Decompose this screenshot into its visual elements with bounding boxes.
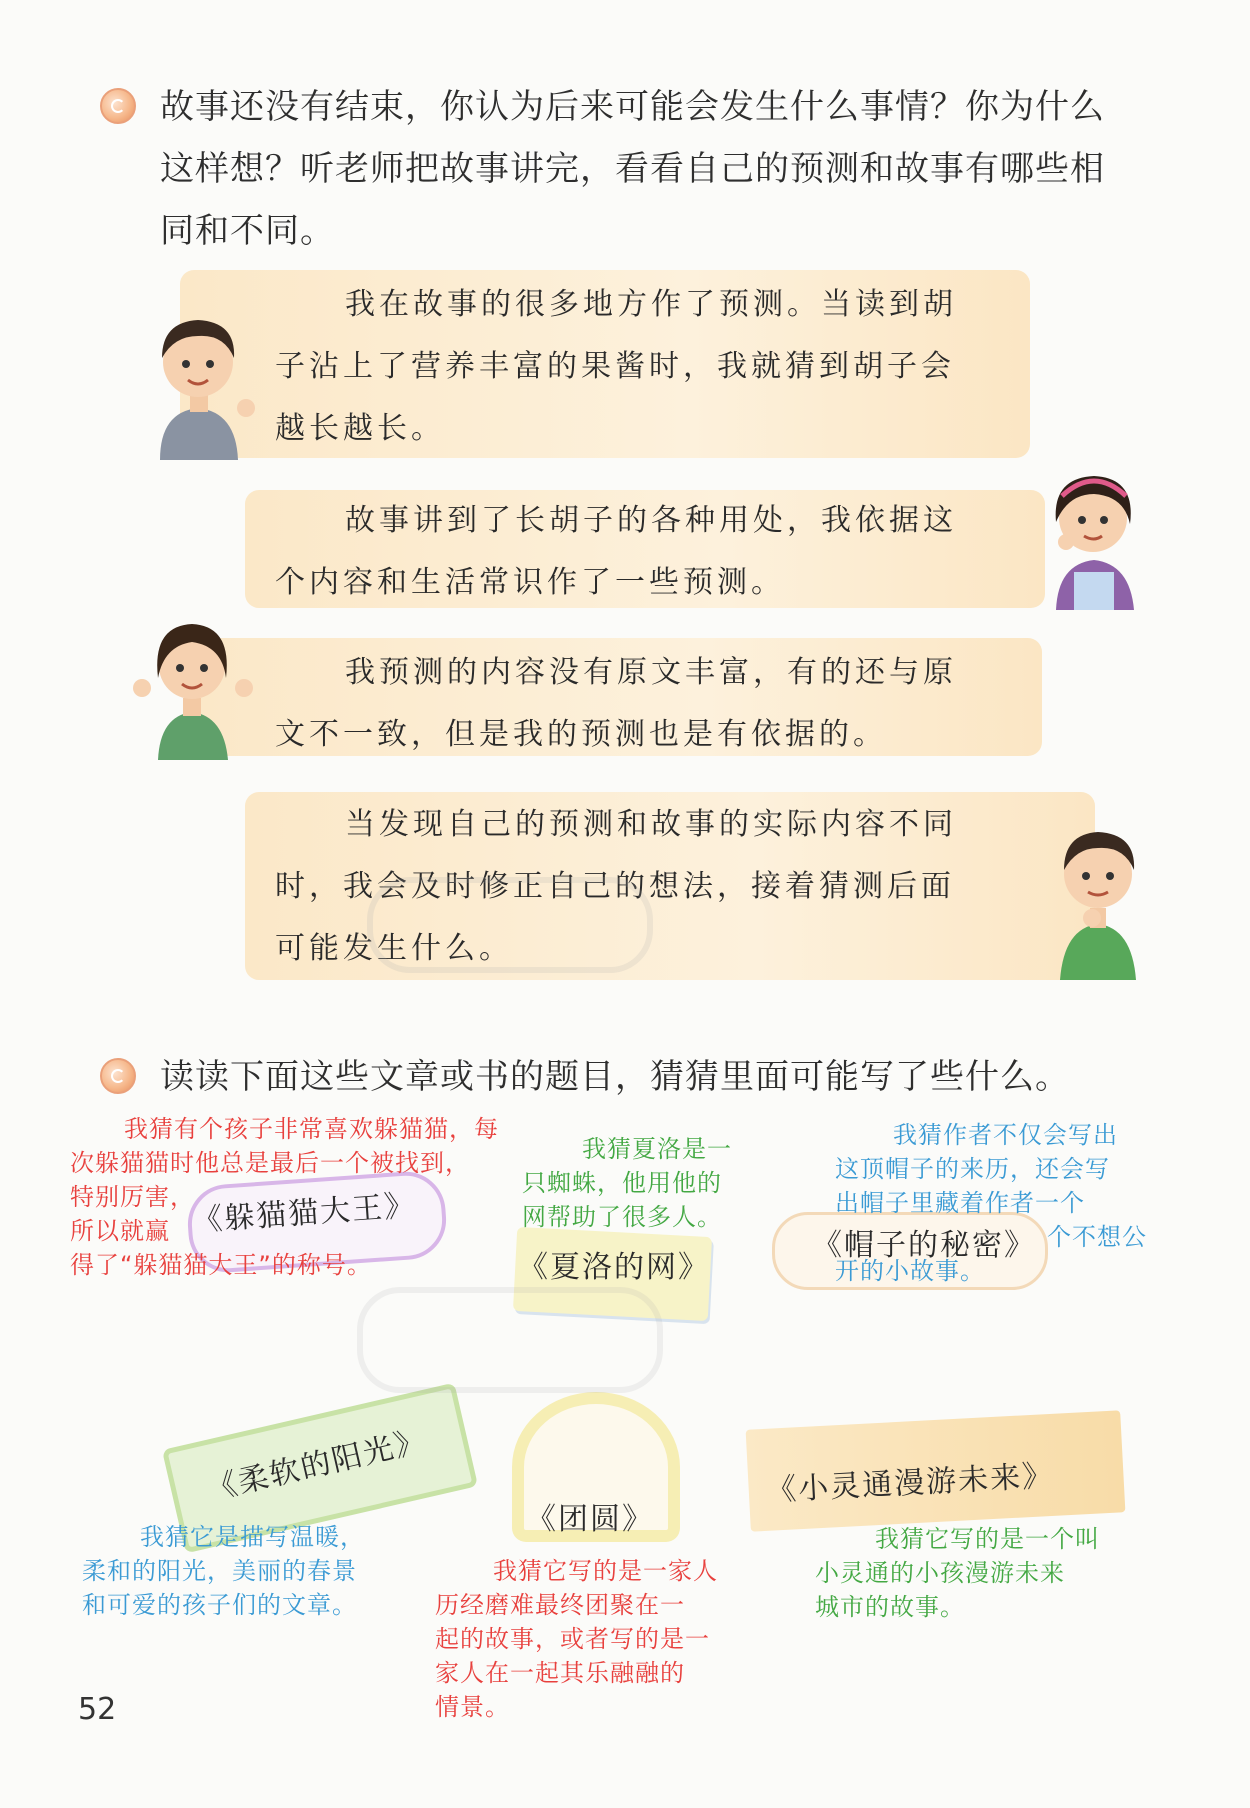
note-line: 家人在一起其乐融融的: [435, 1659, 685, 1687]
book-title: 《帽子的秘密》: [812, 1228, 1036, 1263]
bubble-line: 时，我会及时修正自己的想法，接着猜测后面: [275, 869, 955, 904]
bubble-line: 可能发生什么。: [275, 931, 513, 966]
book-title: 《小灵通漫游未来》: [765, 1458, 1055, 1509]
prediction-note: [70, 1112, 550, 1282]
note-line: 开的小故事。: [835, 1257, 985, 1285]
bubble-line: 故事讲到了长胡子的各种用处，我依据这: [345, 503, 957, 538]
note-line: 城市的故事。: [815, 1593, 965, 1621]
note-line: 只蜘蛛，他用他的: [522, 1169, 722, 1197]
note-line: 历经磨难最终团聚在一: [435, 1591, 685, 1619]
section-bullet-icon: [100, 88, 136, 124]
section2-prompt: 读读下面这些文章或书的题目，猜猜里面可能写了些什么。: [160, 1057, 1070, 1097]
girl-avatar-icon: [130, 610, 255, 760]
note-line: 所以就赢: [70, 1217, 170, 1245]
bubble-line: 我预测的内容没有原文丰富，有的还与原: [345, 655, 957, 690]
note-line: 我猜作者不仅会写出: [893, 1121, 1118, 1149]
section1-prompt: [160, 76, 1105, 262]
note-line: 次躲猫猫时他总是最后一个被找到，: [70, 1149, 470, 1177]
bubble-line: 个内容和生活常识作了一些预测。: [275, 565, 785, 600]
bubble-line: 文不一致，但是我的预测也是有依据的。: [275, 717, 887, 752]
prediction-note: [522, 1132, 772, 1234]
page-number: 52: [78, 1692, 117, 1727]
girl-avatar-icon: [1038, 460, 1148, 610]
note-line: 我猜它是描写温暖，: [140, 1523, 365, 1551]
book-title: 《团圆》: [526, 1502, 654, 1537]
prediction-note: [815, 1522, 1165, 1624]
note-line: 网帮助了很多人。: [522, 1203, 722, 1231]
note-line: 我猜它写的是一家人: [493, 1557, 718, 1585]
book-title: 《躲猫猫大王》: [191, 1188, 418, 1239]
prediction-note: [835, 1118, 1175, 1288]
note-line: 和可爱的孩子们的文章。: [82, 1591, 357, 1619]
boy-avatar-icon: [140, 300, 260, 460]
note-line: 柔和的阳光，美丽的春景: [82, 1557, 357, 1585]
note-line: 我猜夏洛是一: [582, 1135, 732, 1163]
bubble-text: [275, 642, 1035, 766]
prompt-line: 故事还没有结束，你认为后来可能会发生什么事情？你为什么: [160, 87, 1105, 127]
prediction-note: [82, 1520, 442, 1622]
prompt-line: 同和不同。: [160, 211, 335, 251]
note-line: 起的故事，或者写的是一: [435, 1625, 710, 1653]
note-line: 这顶帽子的来历，还会写: [835, 1155, 1110, 1183]
book-title: 《柔软的阳光》: [203, 1423, 430, 1508]
section-bullet-icon: [100, 1058, 136, 1094]
watermark-icon: [350, 1280, 670, 1400]
note-line: 情景。: [435, 1693, 510, 1721]
bubble-line: 当发现自己的预测和故事的实际内容不同: [345, 807, 957, 842]
prediction-note: [435, 1554, 775, 1724]
bubble-line: 我在故事的很多地方作了预测。当读到胡: [345, 287, 957, 322]
bubble-line: 子沾上了营养丰富的果酱时，我就猜到胡子会: [275, 349, 955, 384]
note-line: 我猜它写的是一个叫: [875, 1525, 1100, 1553]
bubble-text: [275, 490, 1035, 614]
note-line: 我猜有个孩子非常喜欢躲猫猫，每: [124, 1115, 499, 1143]
bubble-text: [275, 274, 1015, 460]
note-line: 个不想公: [1047, 1223, 1147, 1251]
watermark-icon: [360, 870, 660, 980]
book-title: 《夏洛的网》: [518, 1250, 710, 1285]
note-line: 出帽子里藏着作者一个: [835, 1189, 1085, 1217]
note-line: 得了“躲猫猫大王”的称号。: [70, 1251, 372, 1279]
note-line: 特别厉害，: [70, 1183, 195, 1211]
prompt-line: 这样想？听老师把故事讲完，看看自己的预测和故事有哪些相: [160, 149, 1105, 189]
note-line: 小灵通的小孩漫游未来: [815, 1559, 1065, 1587]
boy-avatar-icon: [1048, 810, 1148, 980]
bubble-line: 越长越长。: [275, 411, 445, 446]
